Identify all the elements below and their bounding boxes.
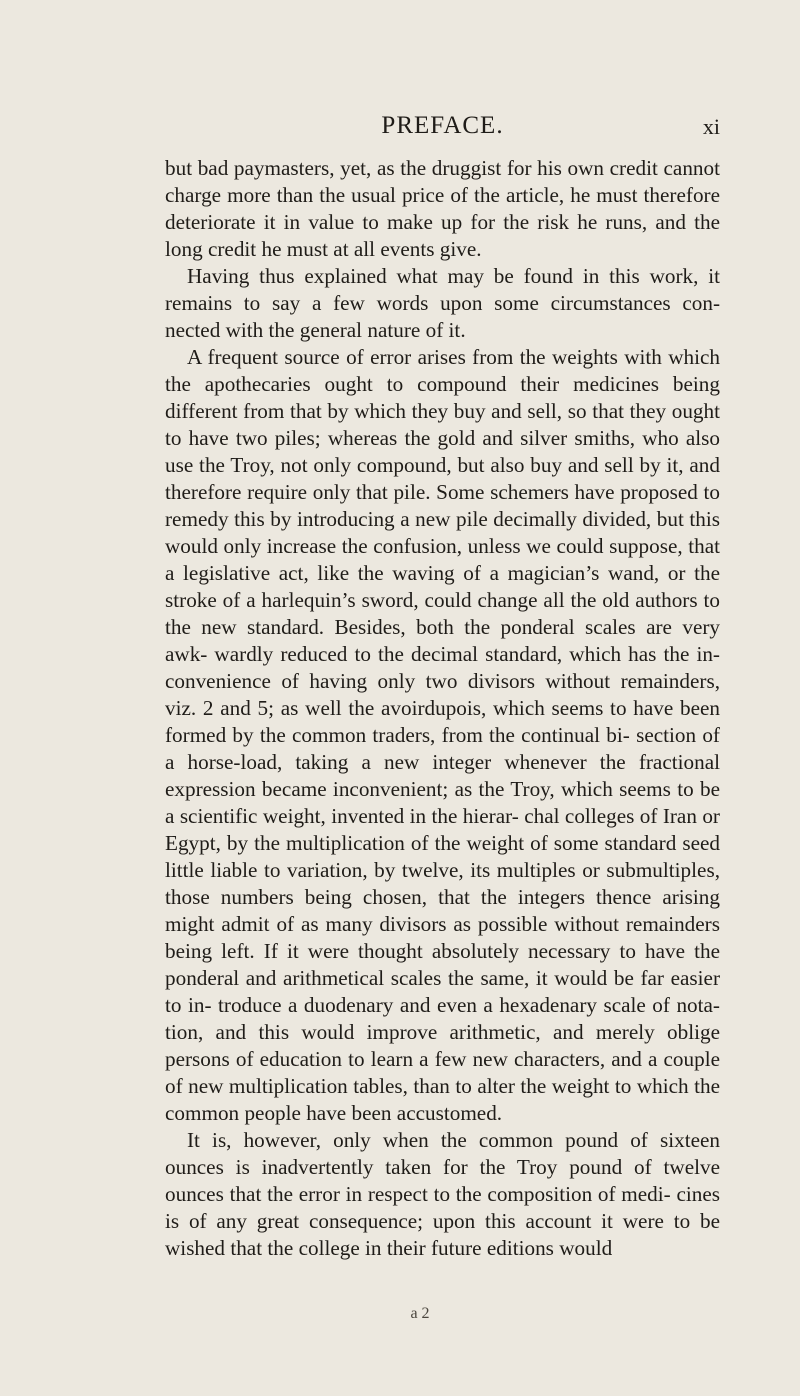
page-title: PREFACE.	[381, 112, 504, 139]
paragraph-continued: but bad paymasters, yet, as the druggist for his own credit cannot charge more than the usual price of the article, he must therefore deteriorate it in value to make up for the risk he runs, and the long credit he must at all events give.	[165, 156, 720, 261]
body-text	[165, 155, 720, 1262]
signature-mark: a 2	[410, 1305, 430, 1322]
page-number: xi	[702, 114, 720, 139]
paragraph: It is, however, only when the common pound of sixteen ounces is inadvertently taken for the Troy pound of twelve ounces that the error in respect to the composition of medi- cines is of any great consequence; upon this account it were to be wished that the college in their future editions would	[165, 1128, 720, 1260]
running-head	[165, 68, 720, 139]
paragraph: A frequent source of error arises from the weights with which the apothecaries ought to compound their medicines being different from that by which they buy and sell, so that they ought to have two piles; whereas the gold and silver smiths, who also use the Troy, not only compound, but also buy and sell by it, and therefore require only that pile. Some schemers have proposed to remedy this by introducing a new pile decimally divided, but this would only increase the confusion, unless we could suppose, that a legislative act, like the waving of a magician’s wand, or the stroke of a harlequin’s sword, could change all the old authors to the new standard. Besides, both the ponderal scales are very awk- wardly reduced to the decimal standard, which has the in- convenience of having only two divisors without remainders, viz. 2 and 5; as well the avoirdupois, which seems to have been formed by the common traders, from the continual bi- section of a horse-load, taking a new integer whenever the fractional expression became inconvenient; as the Troy, which seems to be a scientific weight, invented in the hierar- chal colleges of Iran or Egypt, by the multiplication of the weight of some standard seed little liable to variation, by twelve, its multiples or submultiples, those numbers being chosen, that the integers thence arising might admit of as many divisors as possible without remainders being left. If it were thought absolutely necessary to have the ponderal and arithmetical scales the same, it would be far easier to in- troduce a duodenary and even a hexadenary scale of nota- tion, and this would improve arithmetic, and merely oblige persons of education to learn a few new characters, and a couple of new multiplication tables, than to alter the weight to which the common people have been accustomed.	[165, 345, 720, 1125]
paragraph: Having thus explained what may be found in this work, it remains to say a few words upon some circumstances con- nected with the general nature of it.	[165, 264, 720, 342]
